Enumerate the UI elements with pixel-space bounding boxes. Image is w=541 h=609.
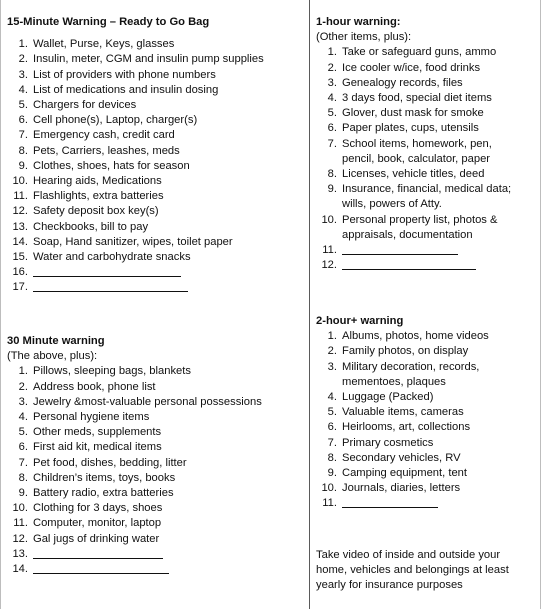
- fill-in-line[interactable]: [342, 496, 438, 508]
- item-number: 12.: [12, 205, 28, 218]
- list-item: [316, 137, 522, 167]
- list-item: [316, 390, 492, 405]
- item-number: 5.: [327, 107, 337, 120]
- blank-list-item: [316, 243, 522, 258]
- item-text: Address book, phone list: [33, 380, 156, 393]
- item-number: 8.: [18, 471, 28, 484]
- item-text: Journals, diaries, letters: [342, 482, 461, 495]
- list-item: [7, 486, 262, 501]
- item-text: Safety deposit box key(s): [33, 205, 159, 218]
- list-item: [7, 235, 264, 250]
- item-number: 3.: [18, 68, 28, 81]
- item-text: Hearing aids, Medications: [33, 175, 162, 188]
- item-number: 9.: [327, 467, 337, 480]
- item-text: Soap, Hand sanitizer, wipes, toilet paper: [33, 235, 233, 248]
- list-item: [7, 128, 264, 143]
- item-text: Battery radio, extra batteries: [33, 487, 174, 500]
- blank-list-item: [7, 280, 264, 295]
- blank-list-item: [316, 258, 522, 273]
- item-number: 1.: [327, 330, 337, 343]
- item-text: Paper plates, cups, utensils: [342, 122, 479, 135]
- section-title: 15-Minute Warning – Ready to Go Bag: [7, 16, 210, 28]
- item-text: Other meds, supplements: [33, 426, 162, 439]
- item-number: 7.: [18, 456, 28, 469]
- column-divider: [309, 0, 310, 609]
- item-number: 17.: [12, 281, 28, 294]
- item-text: Gal jugs of drinking water: [33, 532, 160, 545]
- item-number: 11.: [322, 497, 337, 510]
- section-1-hour: [316, 15, 522, 273]
- item-text: Ice cooler w/ice, food drinks: [342, 61, 481, 74]
- item-text: Secondary vehicles, RV: [342, 451, 461, 464]
- list-item: [316, 167, 522, 182]
- item-text: School items, homework, pen, pencil, book, calculator, paper: [342, 137, 492, 165]
- item-number: 11.: [13, 190, 28, 203]
- fill-in-line[interactable]: [33, 547, 163, 559]
- list-item: [7, 532, 262, 547]
- item-text: Take or safeguard guns, ammo: [342, 46, 497, 59]
- list-item: [316, 481, 492, 496]
- item-number: 11.: [13, 517, 28, 530]
- section-title: 1-hour warning:: [316, 16, 401, 28]
- list-item: [7, 501, 262, 516]
- item-text: Pets, Carriers, leashes, meds: [33, 144, 180, 157]
- list-item: [7, 113, 264, 128]
- blank-list-item: [7, 265, 264, 280]
- item-number: 9.: [18, 487, 28, 500]
- item-number: 9.: [327, 183, 337, 196]
- fill-in-line[interactable]: [342, 258, 476, 270]
- item-text: Insurance, financial, medical data; wills, powers of Atty.: [342, 183, 512, 211]
- item-text: Personal hygiene items: [33, 411, 150, 424]
- item-text: Genealogy records, files: [342, 76, 463, 89]
- list-item: [7, 410, 262, 425]
- section-30-minute: [7, 334, 262, 577]
- item-text: Luggage (Packed): [342, 391, 434, 404]
- list-item: [7, 189, 264, 204]
- blank-list-item: [316, 496, 492, 511]
- item-number: 8.: [327, 168, 337, 181]
- list-item: [7, 174, 264, 189]
- list-item: [316, 420, 492, 435]
- item-number: 7.: [327, 137, 337, 150]
- item-number: 8.: [327, 451, 337, 464]
- item-number: 9.: [18, 159, 28, 172]
- item-text: Pillows, sleeping bags, blankets: [33, 365, 191, 378]
- section-subtitle: (Other items, plus):: [316, 31, 412, 44]
- list-item: [316, 344, 492, 359]
- list-item: [7, 37, 264, 52]
- item-number: 2.: [327, 345, 337, 358]
- item-number: 3.: [18, 395, 28, 408]
- insurance-note: Take video of inside and outside your home, vehicles and belongings at least yearly for insurance purposes: [316, 549, 509, 592]
- item-number: 3.: [327, 360, 337, 373]
- checklist: [316, 45, 522, 273]
- list-item: [316, 436, 492, 451]
- item-number: 12.: [12, 532, 28, 545]
- item-text: Chargers for devices: [33, 99, 137, 112]
- item-number: 10.: [12, 175, 28, 188]
- item-number: 11.: [322, 244, 337, 257]
- item-text: Camping equipment, tent: [342, 467, 468, 480]
- item-text: First aid kit, medical items: [33, 441, 162, 454]
- list-item: [7, 204, 264, 219]
- blank-list-item: [7, 547, 262, 562]
- item-text: Flashlights, extra batteries: [33, 190, 164, 203]
- item-text: Family photos, on display: [342, 345, 469, 358]
- item-text: Military decoration, records, mementoes, plaques: [342, 360, 480, 388]
- item-text: Clothes, shoes, hats for season: [33, 159, 190, 172]
- item-number: 6.: [18, 114, 28, 127]
- item-text: Primary cosmetics: [342, 436, 434, 449]
- section-title: 30 Minute warning: [7, 335, 105, 347]
- item-text: Personal property list, photos & appraisals, documentation: [342, 213, 498, 241]
- list-item: [7, 380, 262, 395]
- list-item: [7, 68, 264, 83]
- item-number: 10.: [12, 502, 28, 515]
- item-number: 13.: [12, 220, 28, 233]
- item-text: Pet food, dishes, bedding, litter: [33, 456, 187, 469]
- list-item: [7, 471, 262, 486]
- section-title: 2-hour+ warning: [316, 315, 404, 327]
- item-text: Cell phone(s), Laptop, charger(s): [33, 114, 198, 127]
- item-number: 15.: [12, 251, 28, 264]
- item-number: 8.: [18, 144, 28, 157]
- item-number: 7.: [18, 129, 28, 142]
- list-item: [316, 61, 522, 76]
- section-subtitle: (The above, plus):: [7, 350, 98, 363]
- list-item: [7, 83, 264, 98]
- list-item: [7, 440, 262, 455]
- list-item: [316, 106, 522, 121]
- item-text: Wallet, Purse, Keys, glasses: [33, 38, 175, 51]
- item-text: 3 days food, special diet items: [342, 92, 492, 105]
- section-2-hour: [316, 314, 492, 512]
- list-item: [316, 360, 492, 390]
- item-text: Heirlooms, art, collections: [342, 421, 471, 434]
- checklist: [316, 329, 492, 511]
- item-number: 6.: [327, 122, 337, 135]
- item-text: Jewelry &most-valuable personal possessions: [33, 395, 262, 408]
- item-text: Emergency cash, credit card: [33, 129, 175, 142]
- item-number: 7.: [327, 436, 337, 449]
- item-number: 3.: [327, 76, 337, 89]
- list-item: [7, 159, 264, 174]
- fill-in-line[interactable]: [33, 280, 188, 292]
- item-number: 5.: [18, 99, 28, 112]
- list-item: [7, 144, 264, 159]
- fill-in-line[interactable]: [33, 265, 181, 277]
- item-text: Checkbooks, bill to pay: [33, 220, 149, 233]
- item-number: 4.: [18, 411, 28, 424]
- list-item: [316, 45, 522, 60]
- checklist: [7, 37, 264, 295]
- list-item: [316, 451, 492, 466]
- item-text: List of providers with phone numbers: [33, 68, 216, 81]
- item-text: Licenses, vehicle titles, deed: [342, 168, 485, 181]
- fill-in-line[interactable]: [342, 243, 458, 255]
- item-text: Children’s items, toys, books: [33, 471, 176, 484]
- list-item: [7, 425, 262, 440]
- item-number: 12.: [321, 259, 337, 272]
- item-number: 4.: [18, 83, 28, 96]
- list-item: [7, 52, 264, 67]
- item-number: 5.: [327, 406, 337, 419]
- item-number: 10.: [321, 213, 337, 226]
- item-text: Computer, monitor, laptop: [33, 517, 162, 530]
- list-item: [316, 91, 522, 106]
- item-number: 14.: [12, 563, 28, 576]
- item-number: 5.: [18, 426, 28, 439]
- item-number: 2.: [18, 53, 28, 66]
- list-item: [7, 395, 262, 410]
- item-number: 16.: [12, 266, 28, 279]
- item-number: 6.: [327, 421, 337, 434]
- list-item: [316, 182, 522, 212]
- item-text: Glover, dust mask for smoke: [342, 107, 484, 120]
- item-number: 1.: [18, 38, 28, 51]
- list-item: [316, 76, 522, 91]
- item-number: 2.: [18, 380, 28, 393]
- item-text: Albums, photos, home videos: [342, 330, 489, 343]
- section-15-minute: [7, 15, 264, 296]
- list-item: [7, 456, 262, 471]
- item-number: 4.: [327, 391, 337, 404]
- item-text: List of medications and insulin dosing: [33, 83, 219, 96]
- list-item: [316, 329, 492, 344]
- list-item: [316, 121, 522, 136]
- item-text: Valuable items, cameras: [342, 406, 464, 419]
- list-item: [316, 213, 522, 243]
- list-item: [7, 364, 262, 379]
- item-text: Clothing for 3 days, shoes: [33, 502, 163, 515]
- item-number: 14.: [12, 235, 28, 248]
- item-text: Insulin, meter, CGM and insulin pump supplies: [33, 53, 264, 66]
- list-item: [7, 250, 264, 265]
- item-number: 13.: [12, 547, 28, 560]
- list-item: [7, 516, 262, 531]
- list-item: [7, 98, 264, 113]
- item-number: 2.: [327, 61, 337, 74]
- list-item: [316, 405, 492, 420]
- item-number: 1.: [327, 46, 337, 59]
- item-number: 1.: [18, 365, 28, 378]
- list-item: [316, 466, 492, 481]
- checklist: [7, 364, 262, 577]
- item-number: 10.: [321, 482, 337, 495]
- item-text: Water and carbohydrate snacks: [33, 251, 191, 264]
- item-number: 4.: [327, 92, 337, 105]
- item-number: 6.: [18, 441, 28, 454]
- blank-list-item: [7, 562, 262, 577]
- list-item: [7, 220, 264, 235]
- fill-in-line[interactable]: [33, 562, 169, 574]
